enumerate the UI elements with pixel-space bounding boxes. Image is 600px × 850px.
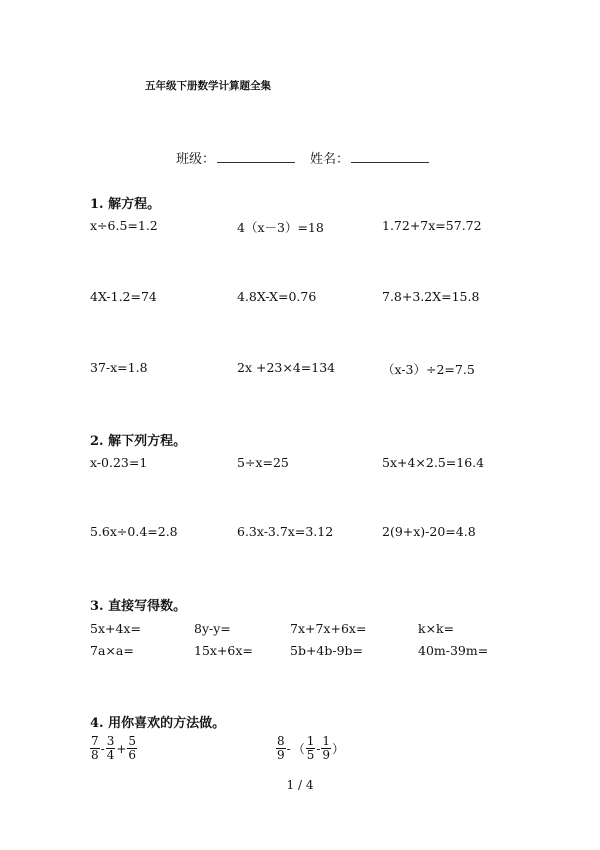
name-blank-line xyxy=(351,150,429,163)
fraction-problem-2 xyxy=(276,735,345,762)
equation: x÷6.5=1.2 xyxy=(90,218,158,233)
expression: 40m-39m= xyxy=(418,643,489,658)
section-3-heading: 3. 直接写得数。 xyxy=(90,599,187,614)
fraction: $\frac{3}{4}$ xyxy=(106,734,115,762)
section-4-heading: 4. 用你喜欢的方法做。 xyxy=(90,716,226,731)
class-label: 班级： xyxy=(176,152,216,167)
equation: 4（x－3）=18 xyxy=(237,220,324,235)
open-paren: （ xyxy=(292,742,305,756)
expression: 8y-y= xyxy=(194,621,231,636)
page-indicator: 1 / 4 xyxy=(286,778,314,792)
expression: 15x+6x= xyxy=(194,643,253,658)
close-paren: ） xyxy=(332,742,345,756)
worksheet-title: 五年级下册数学计算题全集 xyxy=(145,80,271,92)
expression: 7a×a= xyxy=(90,643,134,658)
equation: 2x +23×4=134 xyxy=(237,360,336,375)
equation: 2(9+x)-20=4.8 xyxy=(382,524,476,539)
operator: - xyxy=(286,741,291,756)
equation: 1.72+7x=57.72 xyxy=(382,218,482,233)
equation: 5x+4×2.5=16.4 xyxy=(382,455,485,470)
operator: - xyxy=(316,741,321,756)
equation: 7.8+3.2X=15.8 xyxy=(382,289,480,304)
expression: k×k= xyxy=(418,621,455,636)
fraction-problem-1 xyxy=(90,735,137,762)
class-field xyxy=(176,148,295,167)
expression: 7x+7x+6x= xyxy=(290,621,367,636)
expression: 5x+4x= xyxy=(90,621,141,636)
fraction: $\frac{5}{6}$ xyxy=(128,734,137,762)
equation: 4X-1.2=74 xyxy=(90,289,157,304)
equation: 4.8X-X=0.76 xyxy=(237,289,317,304)
name-field xyxy=(310,148,429,167)
fraction: $\frac{7}{8}$ xyxy=(91,734,99,762)
class-blank-line xyxy=(217,150,295,163)
equation: 6.3x-3.7x=3.12 xyxy=(237,524,334,539)
operator: - xyxy=(100,741,105,756)
fraction: $\frac{1}{9}$ xyxy=(322,734,331,762)
equation: （x-3）÷2=7.5 xyxy=(382,362,475,377)
equation: 37-x=1.8 xyxy=(90,360,148,375)
section-2-heading: 2. 解下列方程。 xyxy=(90,434,187,449)
equation: 5÷x=25 xyxy=(237,455,289,470)
expression: 5b+4b-9b= xyxy=(290,643,364,658)
operator: + xyxy=(116,741,127,756)
name-label: 姓名： xyxy=(310,152,350,167)
equation: 5.6x÷0.4=2.8 xyxy=(90,524,178,539)
equation: x-0.23=1 xyxy=(90,455,148,470)
fraction: $\frac{1}{5}$ xyxy=(306,734,315,762)
fraction: $\frac{8}{9}$ xyxy=(277,734,285,762)
section-1-heading: 1. 解方程。 xyxy=(90,197,161,212)
